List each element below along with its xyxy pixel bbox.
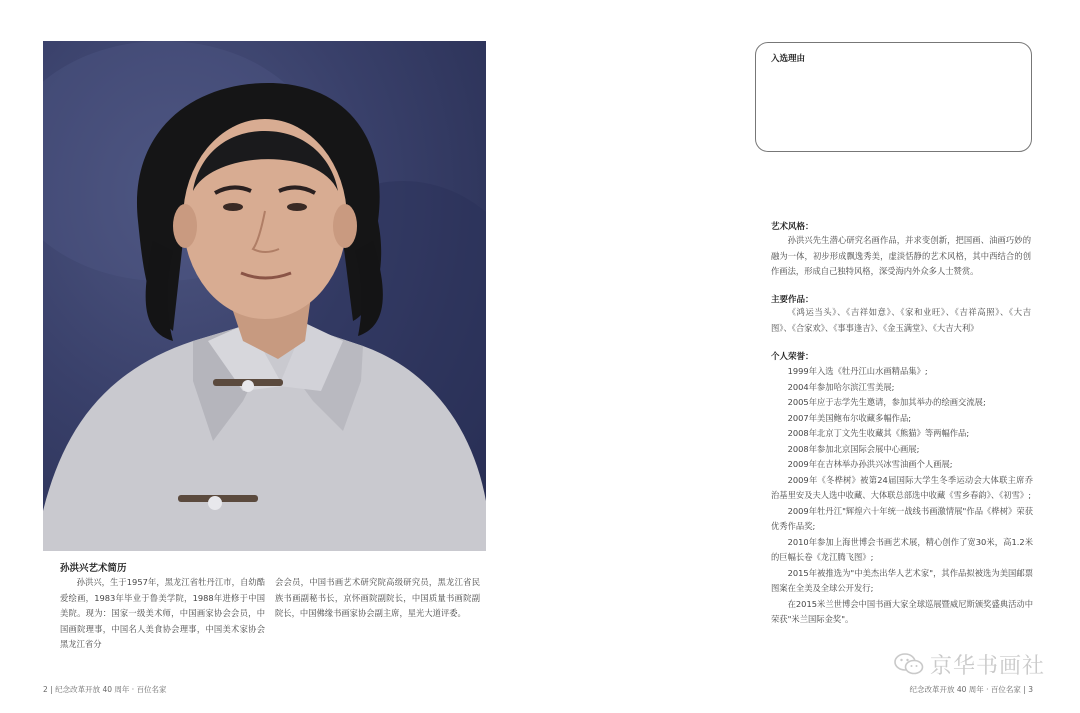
wechat-watermark	[894, 651, 1045, 677]
watermark-text: 京华书画社	[929, 653, 1045, 679]
honor-item: 2010年参加上海世博会书画艺术展，精心创作了宽30米，高1.2米的巨幅长卷《龙江腾飞图》;	[771, 536, 1033, 562]
honor-item: 2008年北京丁文先生收藏其《熊猫》等两幅作品;	[787, 428, 970, 438]
honor-item: 2005年应于志学先生邀请，参加其举办的绘画交流展;	[787, 397, 986, 407]
bio-paragraph-col1: 孙洪兴，生于1957年，黑龙江省牡丹江市，自幼酷爱绘画，1983年毕业于鲁美学院，1988年进修于中国美院。现为：国家一级美术师，中国画家协会会员，中国画院理事，中国名人美食协会理事，中国美术家协会黑龙江省分	[60, 577, 265, 649]
honors-title: 个人荣誉：	[771, 352, 814, 362]
major-works-title: 主要作品：	[771, 295, 814, 305]
art-style-text: 孙洪兴先生潜心研究名画作品，并求变创新，把国画、油画巧妙的融为一体，初步形成飘逸秀美，虚淡恬静的艺术风格，其中西结合的创作画法，形成自己独特风格，深受海内外众多人士赞赏。	[771, 235, 1031, 276]
right-footer: 纪念改革开放 40 周年 · 百位名家 | 3	[909, 685, 1033, 694]
left-footer: 2 | 纪念改革开放 40 周年 · 百位名家	[43, 685, 167, 694]
honor-item: 2009年《冬桦树》被第24届国际大学生冬季运动会大体联主席乔治基里安及夫人选中收藏、大体联总部选中收藏《雪乡春韵》、《初雪》;	[771, 474, 1033, 500]
portrait-illustration	[43, 41, 486, 551]
honor-item: 2009年在吉林举办孙洪兴冰雪油画个人画展;	[787, 459, 953, 469]
honors-list	[771, 364, 1033, 628]
honor-item: 2008年参加北京国际会展中心画展;	[787, 443, 920, 454]
honor-item: 2007年美国鲍布尔收藏多幅作品;	[787, 412, 912, 423]
bio-title: 孙洪兴艺术简历	[60, 563, 127, 574]
honor-item: 2015年被推选为"中美杰出华人艺术家"，其作品拟被选为美国邮票图案在全美及全球公开发行;	[771, 567, 1033, 593]
wechat-icon	[894, 652, 924, 676]
honor-item: 在2015米兰世博会中国书画大家全球巡展暨威尼斯颁奖盛典活动中荣获"米兰国际金奖"。	[771, 598, 1033, 624]
selection-reason-box	[755, 42, 1032, 152]
honor-item: 2009年牡丹江"辉煌六十年统一战线书画激情展"作品《桦树》荣获优秀作品奖;	[771, 505, 1033, 531]
honor-item: 1999年入选《牡丹江山水画精品集》;	[787, 366, 928, 376]
major-works-text: 《鸿运当头》、《吉祥如意》、《家和业旺》、《吉祥高照》、《大吉图》、《合家欢》、《事事逢吉》、《金玉满堂》、《大吉大利》	[771, 307, 1031, 333]
honor-item: 2004年参加哈尔滨江雪美展;	[787, 381, 895, 392]
selection-reason-label: 入选理由	[771, 54, 806, 64]
art-style-title: 艺术风格：	[771, 222, 814, 232]
right-page	[540, 0, 1080, 713]
bio-paragraph-col2: 会会员，中国书画艺术研究院高级研究员，黑龙江省民族书画副秘书长，京怀画院副院长，中国质量书画院副院长，中国佛缘书画家协会副主席，星光大道评委。	[275, 577, 480, 618]
artist-portrait-photo	[43, 41, 486, 551]
